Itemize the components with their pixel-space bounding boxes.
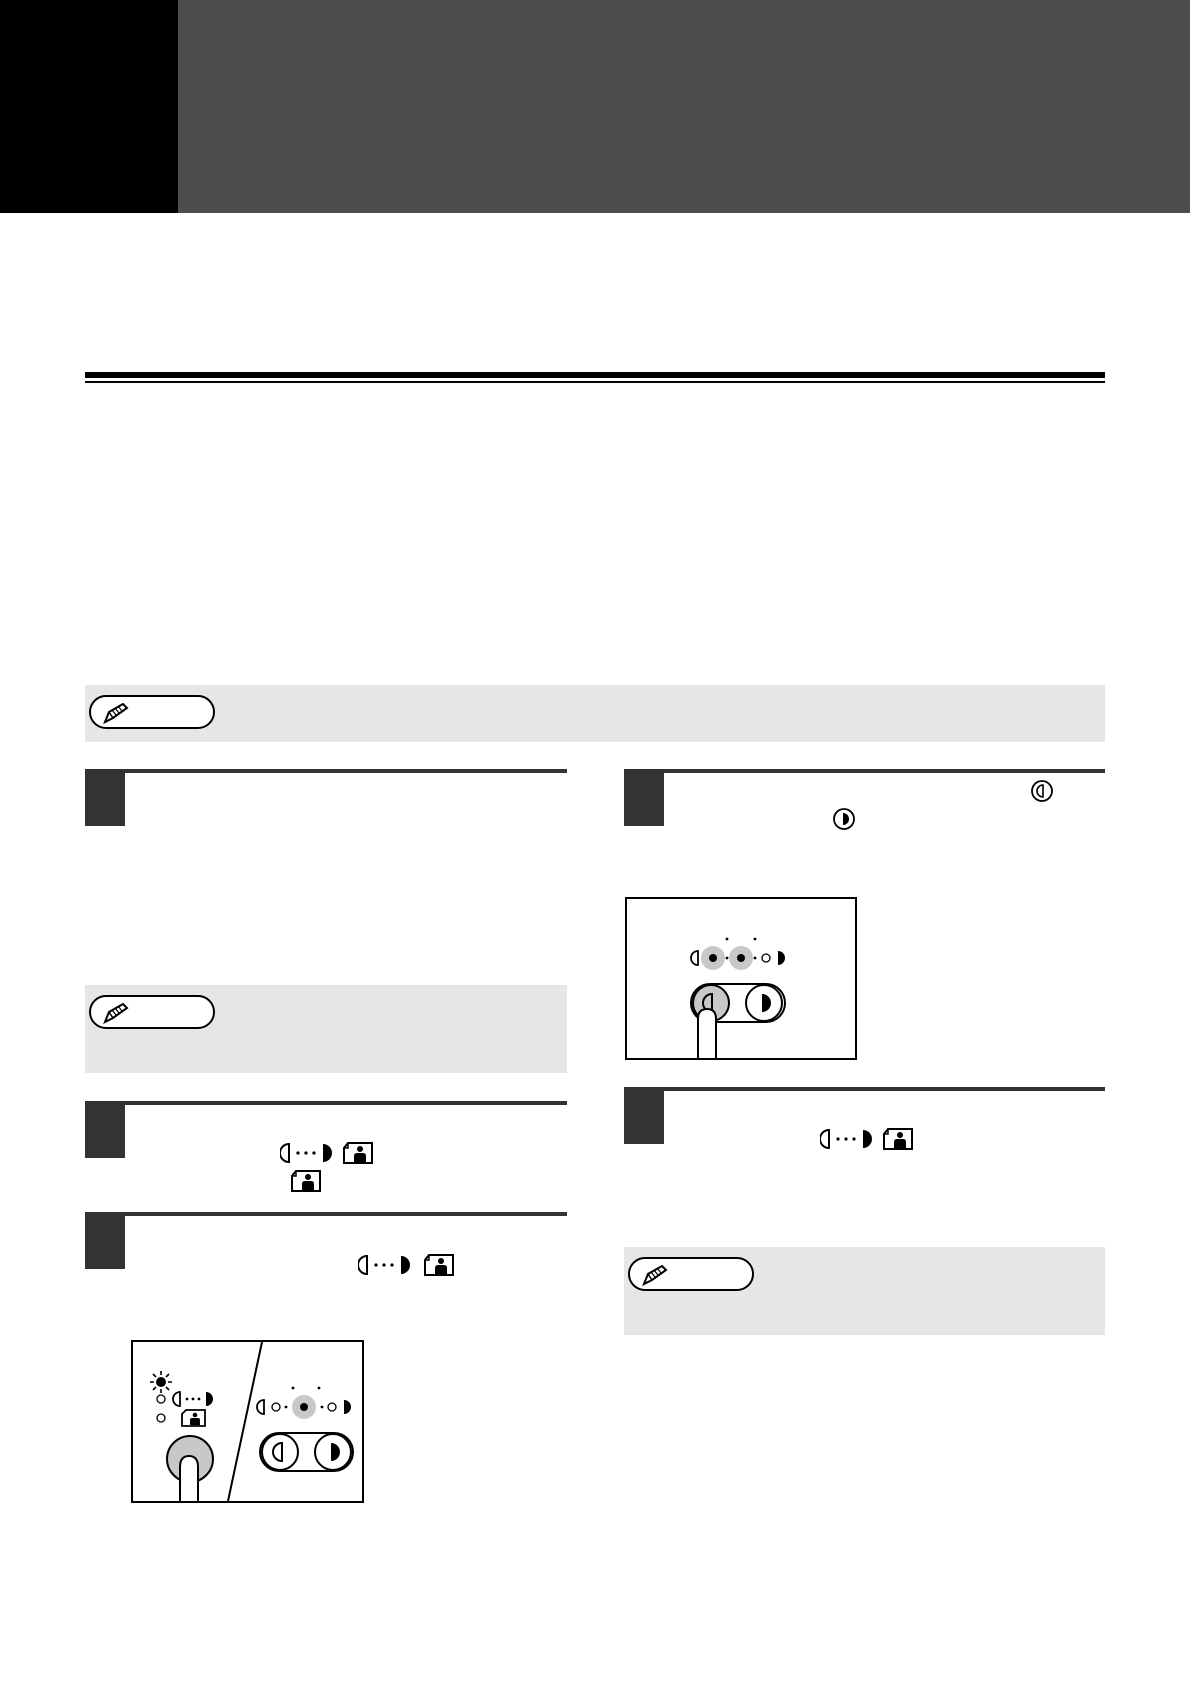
panel-drawing: [627, 899, 855, 1058]
light-key-icon: [1030, 779, 1054, 803]
pencil-icon: [101, 1003, 135, 1025]
step-1-rule: [85, 769, 567, 773]
panel-divider: [228, 1342, 262, 1501]
step-1-number-block: [85, 769, 125, 826]
step-2-number-block: [85, 1101, 125, 1158]
note-badge: [89, 995, 215, 1029]
indicator-off: [157, 1414, 165, 1422]
control-panel-illustration-left: [131, 1340, 364, 1503]
note-box-step-1: [85, 985, 567, 1073]
exposure-auto-icon: [173, 1392, 213, 1406]
exposure-auto-icon: [358, 1254, 412, 1276]
note-box-top: [85, 685, 1105, 742]
pencil-icon: [640, 1265, 674, 1287]
blinking-indicator-icon: [150, 1371, 172, 1393]
indicator-off: [157, 1395, 165, 1403]
control-panel-illustration-right: [625, 897, 857, 1060]
exposure-level-indicators: [691, 938, 785, 970]
panel-drawing: [133, 1342, 362, 1501]
step-2-rule: [85, 1101, 567, 1105]
finger-icon: [180, 1456, 198, 1501]
photo-mode-icon: [423, 1253, 455, 1277]
note-badge: [628, 1257, 754, 1291]
step-4-number-block: [624, 769, 664, 826]
title-rule-thick: [85, 372, 1105, 378]
dark-key-icon: [832, 807, 856, 831]
exposure-auto-icon: [280, 1142, 334, 1164]
note-badge: [89, 695, 215, 729]
step-3-number-block: [85, 1212, 125, 1269]
photo-mode-icon: [342, 1141, 374, 1165]
light-key-icon: [262, 1434, 298, 1470]
photo-mode-icon: [290, 1169, 322, 1193]
photo-mode-icon: [882, 1127, 914, 1151]
step-4-rule: [624, 769, 1105, 773]
chapter-header-band: [178, 0, 1190, 213]
exposure-level-indicators: [257, 1387, 351, 1419]
title-rule-thin: [85, 381, 1105, 383]
note-box-step-5: [624, 1247, 1105, 1335]
pencil-icon: [101, 703, 135, 725]
finger-icon: [698, 1009, 716, 1058]
step-5-rule: [624, 1087, 1105, 1091]
photo-mode-icon: [182, 1410, 205, 1426]
chapter-tab: [0, 0, 178, 213]
step-3-rule: [85, 1212, 567, 1216]
step-5-number-block: [624, 1087, 664, 1144]
exposure-auto-icon: [820, 1128, 874, 1150]
